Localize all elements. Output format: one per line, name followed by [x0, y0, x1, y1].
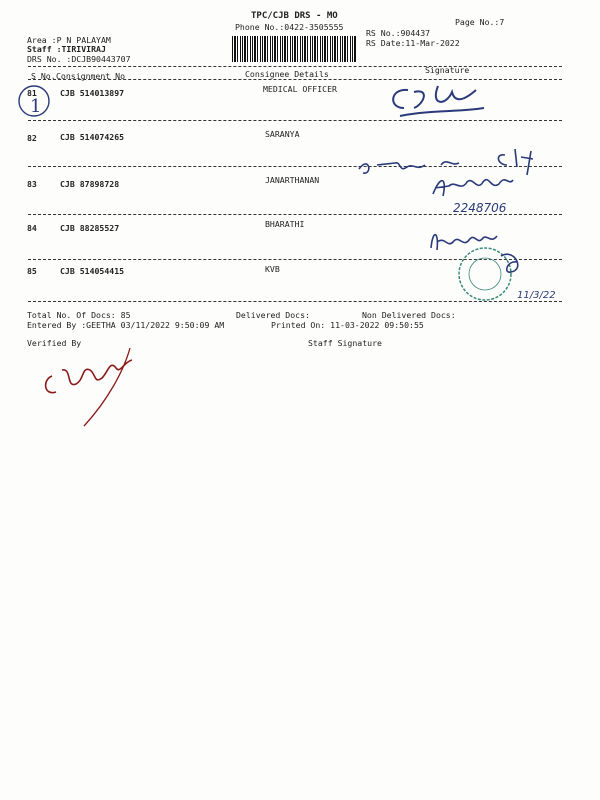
row-consignment: CJB 88285527 — [60, 223, 120, 233]
row85-stamp-icon — [455, 240, 565, 310]
row-sno: 82 — [27, 133, 37, 143]
row-consignment: CJB 514074265 — [60, 132, 125, 142]
row-sno: 85 — [27, 266, 37, 276]
row-consignee: SARANYA — [265, 129, 300, 139]
phone-number: Phone No.:0422-3505555 — [235, 22, 344, 32]
col-sno: S No. — [31, 71, 56, 81]
row-consignee: BHARATHI — [265, 219, 305, 229]
rs-date: RS Date:11-Mar-2022 — [366, 38, 460, 48]
row-consignee: JANARTHANAN — [265, 175, 320, 185]
col-consignment: Consignment No — [56, 71, 126, 81]
col-consignee: Consignee Details — [245, 69, 329, 79]
row-consignee: KVB — [265, 264, 280, 274]
verifier-signature-icon — [38, 340, 148, 430]
row-consignment: CJB 514013897 — [60, 88, 125, 98]
row81-signature-icon — [380, 78, 490, 124]
row-consignment: CJB 87898728 — [60, 179, 120, 189]
staff-signature-label: Staff Signature — [308, 338, 382, 348]
total-docs: Total No. Of Docs: 85 — [27, 310, 131, 320]
row-consignee: MEDICAL OFFICER — [263, 84, 337, 94]
drs-number: DRS No. :DCJB90443707 — [27, 54, 131, 64]
entered-by: Entered By :GEETHA 03/11/2022 9:50:09 AM — [27, 320, 225, 330]
col-signature: Signature — [425, 65, 470, 75]
row-sno: 81 — [27, 88, 37, 98]
row-consignment: CJB 514054415 — [60, 266, 125, 276]
report-title: TPC/CJB DRS - MO — [251, 11, 338, 21]
rs-number: RS No.:904437 — [366, 28, 431, 38]
printed-on: Printed On: 11-03-2022 09:50:55 — [271, 320, 424, 330]
verified-by: Verified By — [27, 338, 82, 348]
barcode-icon — [232, 36, 356, 62]
row-sno: 83 — [27, 179, 37, 189]
divider — [28, 214, 562, 215]
row81-circle-mark — [14, 82, 54, 122]
page-number: Page No.:7 — [455, 17, 505, 27]
delivered-docs: Delivered Docs: — [236, 310, 310, 320]
row-sno: 84 — [27, 223, 37, 233]
staff-label: Staff :TIRIVIRAJ — [27, 44, 106, 54]
area-label: Area :P N PALAYAM — [27, 35, 111, 45]
row81-handwritten-number: 1 — [30, 96, 42, 117]
row83-handwritten-number: 2248706 — [453, 201, 507, 214]
row83-signature-icon — [425, 158, 555, 214]
non-delivered-docs: Non Delivered Docs: — [362, 310, 456, 320]
divider — [28, 66, 562, 67]
row85-handwritten-date: 11/3/22 — [517, 290, 556, 301]
